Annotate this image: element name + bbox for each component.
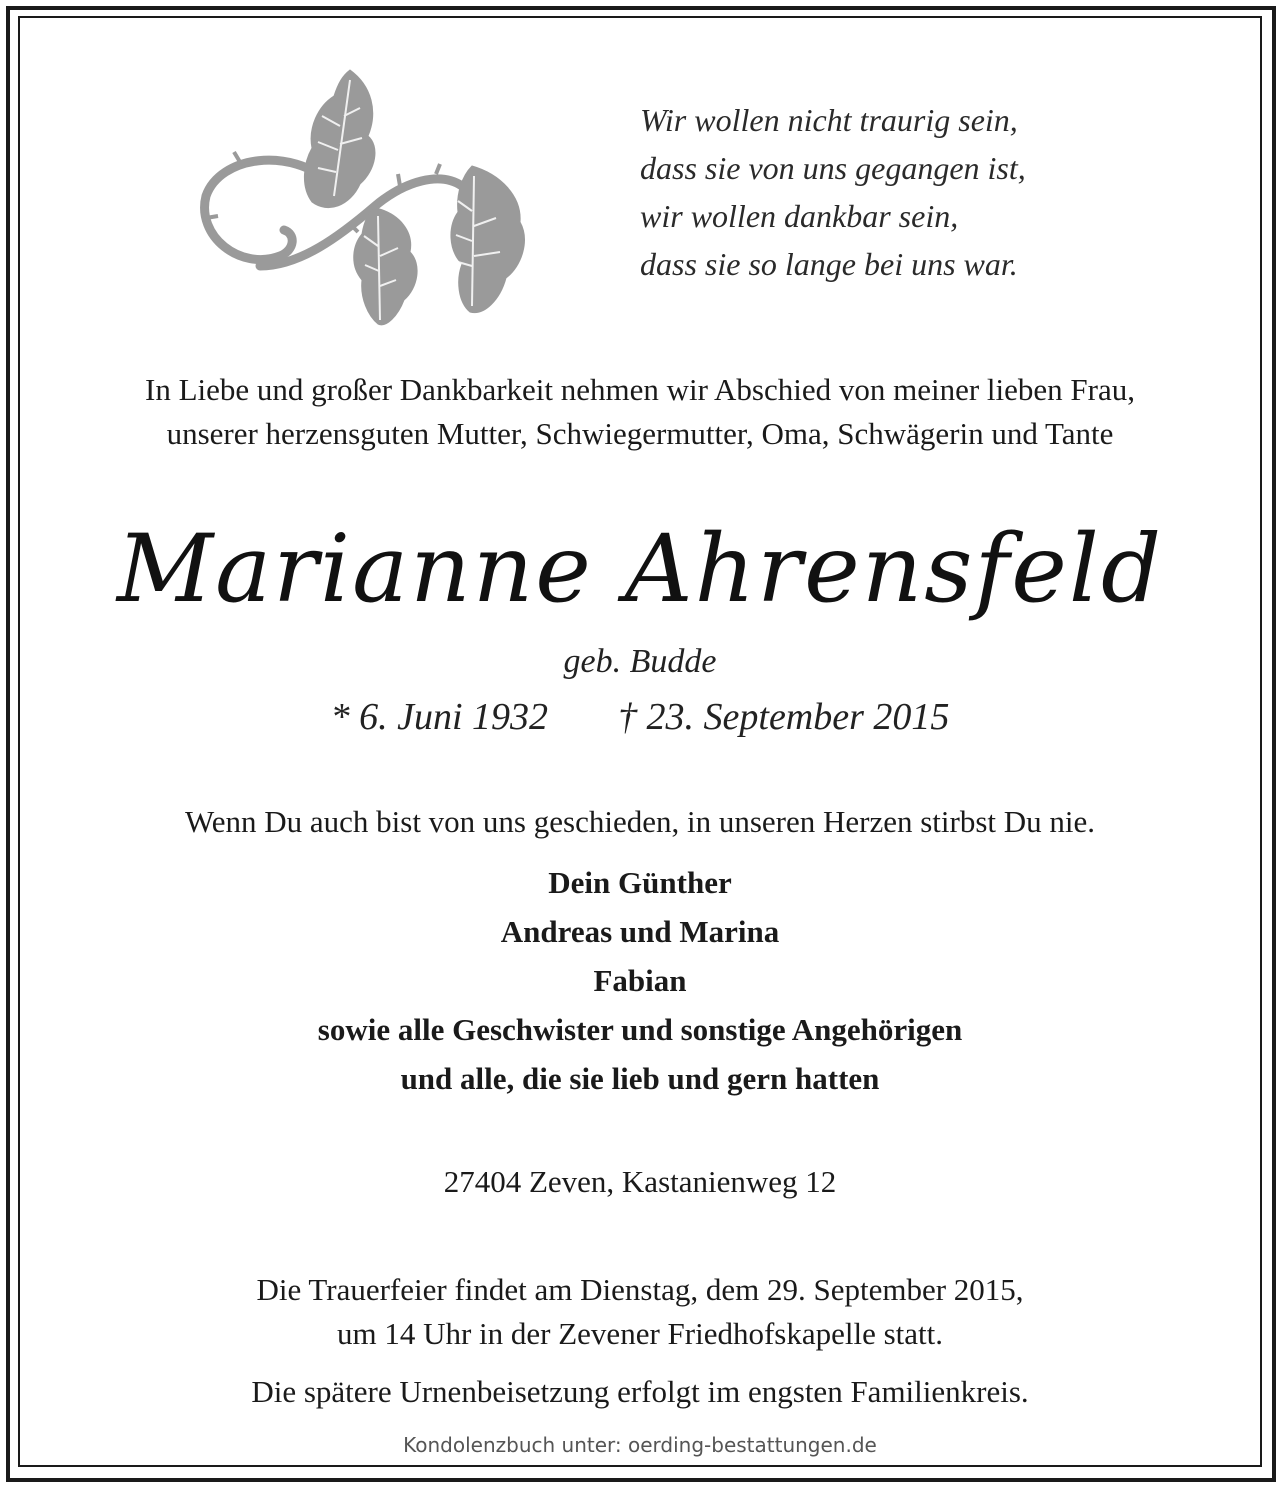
- family-line: Dein Günther: [548, 865, 732, 900]
- family-signatures: [0, 858, 1280, 1103]
- intro-line: In Liebe und großer Dankbarkeit nehmen wir Abschied von meiner lieben Frau,: [145, 372, 1135, 407]
- poem-line: Wir wollen nicht traurig sein,: [640, 102, 1018, 138]
- ceremony-line: Die Trauerfeier findet am Dienstag, dem 29. September 2015,: [256, 1272, 1024, 1307]
- family-line: Fabian: [593, 963, 687, 998]
- poem: [640, 96, 1200, 288]
- deceased-name: Marianne Ahrensfeld: [116, 515, 1164, 624]
- ceremony-info: [0, 1268, 1280, 1356]
- life-dates: [0, 692, 1280, 742]
- vine-leaves-icon: [200, 66, 530, 328]
- intro-text: [0, 368, 1280, 456]
- family-line: Andreas und Marina: [500, 914, 780, 949]
- birth-name: geb. Budde: [563, 643, 717, 680]
- family-line: und alle, die sie lieb und gern hatten: [400, 1061, 880, 1096]
- urn-burial-note: Die spätere Urnenbeisetzung erfolgt im engsten Familienkreis.: [251, 1374, 1029, 1409]
- family-line: sowie alle Geschwister und sonstige Angehörigen: [317, 1012, 963, 1047]
- poem-line: wir wollen dankbar sein,: [640, 198, 959, 234]
- memorial-verse: Wenn Du auch bist von uns geschieden, in unseren Herzen stirbst Du nie.: [184, 804, 1096, 839]
- address: 27404 Zeven, Kastanienweg 12: [443, 1164, 837, 1199]
- death-date: † 23. September 2015: [618, 696, 950, 738]
- ceremony-line: um 14 Uhr in der Zevener Friedhofskapelle statt.: [336, 1316, 944, 1351]
- condolence-link[interactable]: Kondolenzbuch unter: oerding-bestattungen.de: [403, 1433, 877, 1457]
- intro-line: unserer herzensguten Mutter, Schwiegermutter, Oma, Schwägerin und Tante: [166, 416, 1114, 451]
- poem-line: dass sie so lange bei uns war.: [640, 246, 1018, 282]
- birth-date: * 6. Juni 1932: [330, 696, 549, 738]
- poem-line: dass sie von uns gegangen ist,: [640, 150, 1026, 186]
